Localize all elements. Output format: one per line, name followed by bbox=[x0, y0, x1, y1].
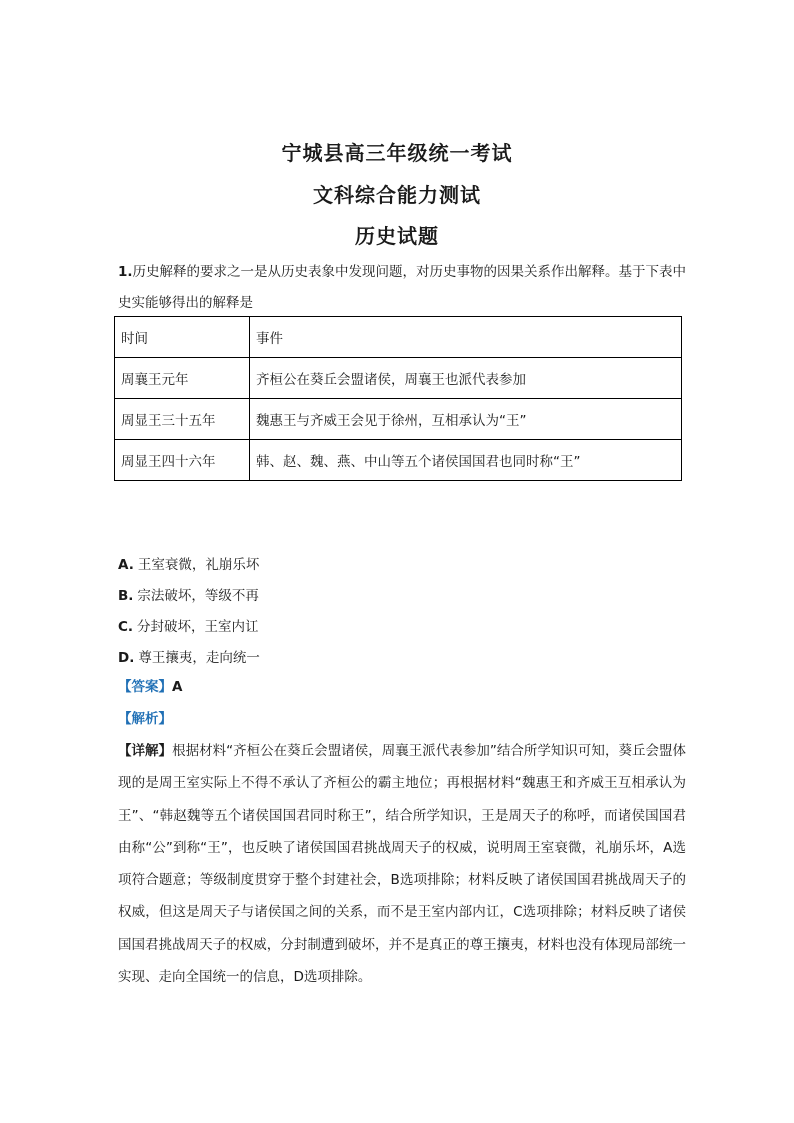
option-text: 分封破坏，王室内讧 bbox=[137, 619, 259, 635]
table-cell-event: 魏惠王与齐威王会见于徐州，互相承认为“王” bbox=[250, 399, 682, 440]
option-letter: B. bbox=[118, 588, 134, 604]
question-text: 历史解释的要求之一是从历史表象中发现问题，对历史事物的因果关系作出解释。基于下表中史实能够得出的解释是 bbox=[118, 264, 687, 311]
table-header-cell: 时间 bbox=[115, 317, 250, 358]
detail-label: 【详解】 bbox=[118, 743, 173, 759]
table-cell-time: 周襄王元年 bbox=[115, 358, 250, 399]
table-row bbox=[115, 440, 682, 481]
option-d bbox=[118, 643, 260, 674]
table-cell-event: 齐桓公在葵丘会盟诸侯，周襄王也派代表参加 bbox=[250, 358, 682, 399]
option-text: 王室衰微，礼崩乐坏 bbox=[137, 557, 260, 573]
question-stem bbox=[118, 257, 688, 319]
detail-text: 根据材料“齐桓公在葵丘会盟诸侯，周襄王派代表参加”结合所学知识可知，葵丘会盟体现的是周王室实际上不得不承认了齐桓公的霸主地位；再根据材料“魏惠王和齐威王互相承认为王”、“韩赵魏等五个诸侯国国君同时称王”，结合所学知识，王是周天子的称呼，而诸侯国国君由称“公”到称“王”，也反映了诸侯国国君挑战周天子的权威，说明周王室衰微，礼崩乐坏，A选项符合题意；等级制度贯穿于整个封建社会，B选项排除；材料反映了诸侯国国君挑战周天子的权威，但这是周天子与诸侯国之间的关系，而不是王室内部内讧，C选项排除；材料反映了诸侯国国君挑战周天子的权威，分封制遭到破坏，并不是真正的尊王攘夷，材料也没有体现局部统一实现、走向全国统一的信息，D选项排除。 bbox=[118, 743, 687, 986]
option-letter: D. bbox=[118, 650, 135, 666]
option-letter: A. bbox=[118, 557, 134, 573]
analysis-detail bbox=[118, 735, 686, 993]
analysis-line bbox=[118, 708, 172, 730]
subject-title: 历史试题 bbox=[355, 224, 439, 248]
exam-subtitle: 文科综合能力测试 bbox=[313, 183, 481, 207]
table-header-cell: 事件 bbox=[250, 317, 682, 358]
answer-options bbox=[118, 550, 260, 674]
exam-title: 宁城县高三年级统一考试 bbox=[281, 141, 513, 165]
option-b bbox=[118, 581, 260, 612]
option-a bbox=[118, 550, 260, 581]
table-cell-time: 周显王三十五年 bbox=[115, 399, 250, 440]
option-letter: C. bbox=[118, 619, 134, 635]
table-row bbox=[115, 358, 682, 399]
table-row bbox=[115, 399, 682, 440]
question-number: 1. bbox=[118, 264, 133, 280]
table-header-row bbox=[115, 317, 682, 358]
events-table bbox=[114, 316, 682, 481]
table-cell-event: 韩、赵、魏、燕、中山等五个诸侯国国君也同时称“王” bbox=[250, 440, 682, 481]
option-text: 宗法破坏，等级不再 bbox=[137, 588, 259, 604]
option-c bbox=[118, 612, 260, 643]
option-text: 尊王攘夷，走向统一 bbox=[138, 650, 260, 666]
table-cell-time: 周显王四十六年 bbox=[115, 440, 250, 481]
answer-value: A bbox=[172, 679, 183, 695]
answer-line bbox=[118, 676, 182, 698]
answer-label: 【答案】 bbox=[118, 679, 172, 695]
analysis-label: 【解析】 bbox=[118, 711, 172, 727]
